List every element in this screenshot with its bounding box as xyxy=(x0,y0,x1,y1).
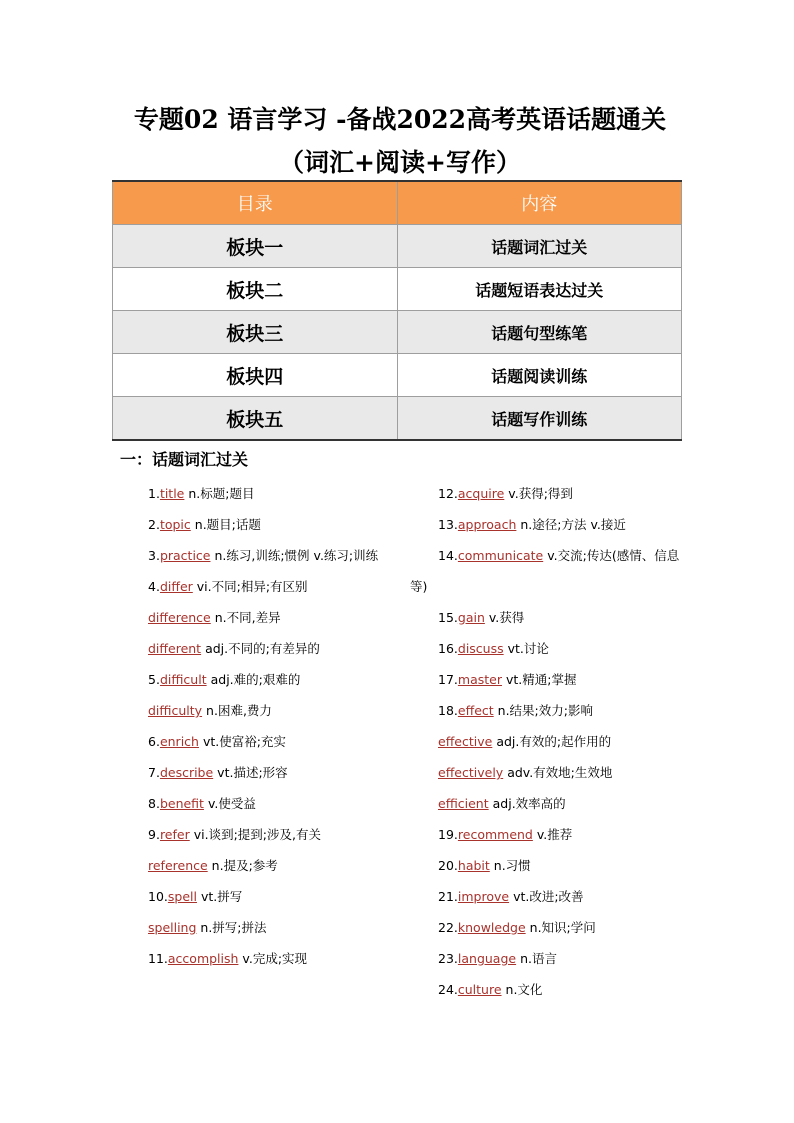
vocab-entry xyxy=(410,602,685,633)
vocab-number: 6. xyxy=(148,734,160,749)
vocab-word: benefit xyxy=(159,796,204,811)
vocab-definition: n.不同,差异 xyxy=(214,610,281,625)
vocab-word: knowledge xyxy=(457,920,526,935)
vocab-entry xyxy=(410,850,685,881)
vocab-entry xyxy=(410,881,685,912)
vocab-number: 10. xyxy=(148,889,168,904)
toc-row xyxy=(113,354,682,397)
vocab-entry xyxy=(120,726,400,757)
vocab-word: language xyxy=(457,951,517,966)
vocab-entry xyxy=(120,478,400,509)
vocab-word: difficulty xyxy=(148,703,203,718)
vocab-word: difference xyxy=(148,610,211,625)
vocab-number: 22. xyxy=(438,920,458,935)
vocab-entry xyxy=(410,819,685,850)
vocab-number: 16. xyxy=(438,641,458,656)
vocab-number: 24. xyxy=(438,982,458,997)
vocab-number: 18. xyxy=(438,703,458,718)
vocab-list-right xyxy=(410,478,685,1005)
vocab-number: 13. xyxy=(438,517,458,532)
vocab-word: describe xyxy=(159,765,214,780)
vocab-entry xyxy=(410,912,685,943)
toc-section-name: 板块一 xyxy=(113,225,398,268)
vocab-definition: n.题目;话题 xyxy=(194,517,261,532)
vocab-definition: n.拼写;拼法 xyxy=(200,920,267,935)
vocab-definition: v.使受益 xyxy=(207,796,256,811)
toc-row xyxy=(113,268,682,311)
vocab-definition: v.完成;实现 xyxy=(242,951,308,966)
vocab-word: effectively xyxy=(438,765,504,780)
vocab-entry xyxy=(120,757,400,788)
vocab-word: spell xyxy=(167,889,197,904)
vocab-word: master xyxy=(457,672,502,687)
toc-header-catalog: 目录 xyxy=(113,181,398,225)
vocab-definition: v.交流;传达(感情、信息等) xyxy=(410,548,680,594)
vocab-number: 23. xyxy=(438,951,458,966)
vocab-word: recommend xyxy=(457,827,533,842)
vocab-entry xyxy=(120,602,400,633)
vocab-entry xyxy=(120,850,400,881)
vocab-definition: n.困难,费力 xyxy=(206,703,272,718)
vocab-entry xyxy=(120,571,400,602)
vocab-definition: adj.难的;艰难的 xyxy=(210,672,301,687)
vocab-definition: n.练习,训练;惯例 v.练习;训练 xyxy=(214,548,379,563)
vocab-word: enrich xyxy=(159,734,199,749)
vocab-number: 19. xyxy=(438,827,458,842)
toc-section-name: 板块五 xyxy=(113,397,398,441)
vocab-word: communicate xyxy=(457,548,544,563)
vocab-definition: n.语言 xyxy=(520,951,557,966)
vocab-entry xyxy=(120,881,400,912)
vocab-definition: vt.拼写 xyxy=(200,889,243,904)
vocab-word: refer xyxy=(159,827,190,842)
vocab-word: topic xyxy=(159,517,191,532)
section-heading: 一：话题词汇过关 xyxy=(120,450,249,469)
toc-header-content: 内容 xyxy=(397,181,682,225)
vocab-word: different xyxy=(148,641,202,656)
toc-row xyxy=(113,397,682,441)
toc-header-row xyxy=(113,181,682,225)
vocab-entry xyxy=(410,974,685,1005)
toc-section-content: 话题写作训练 xyxy=(397,397,682,441)
vocab-entry xyxy=(120,788,400,819)
vocab-entry xyxy=(410,664,685,695)
vocab-number: 9. xyxy=(148,827,160,842)
vocab-word: discuss xyxy=(457,641,504,656)
vocab-entry xyxy=(120,695,400,726)
vocab-word: title xyxy=(159,486,185,501)
toc-section-content: 话题阅读训练 xyxy=(397,354,682,397)
vocab-definition: adj.不同的;有差异的 xyxy=(205,641,320,656)
vocab-number: 12. xyxy=(438,486,458,501)
vocab-definition: n.习惯 xyxy=(493,858,531,873)
vocab-definition: vt.讨论 xyxy=(507,641,549,656)
vocab-word: habit xyxy=(457,858,490,873)
vocab-word: acquire xyxy=(457,486,505,501)
vocab-entry xyxy=(120,912,400,943)
vocab-entry xyxy=(120,633,400,664)
vocab-word: effect xyxy=(457,703,494,718)
toc-section-name: 板块四 xyxy=(113,354,398,397)
vocab-number: 17. xyxy=(438,672,458,687)
vocab-list-left xyxy=(120,478,400,974)
page-title: 专题02 语言学习 -备战2022高考英语话题通关（词汇+阅读+写作） xyxy=(133,105,667,177)
vocab-word: culture xyxy=(457,982,502,997)
vocab-definition: vt.改进;改善 xyxy=(513,889,584,904)
vocab-number: 14. xyxy=(438,548,458,563)
vocab-word: reference xyxy=(148,858,208,873)
toc-section-content: 话题短语表达过关 xyxy=(397,268,682,311)
vocab-entry xyxy=(410,509,685,540)
vocab-word: difficult xyxy=(159,672,207,687)
vocab-definition: n.途径;方法 v.接近 xyxy=(520,517,626,532)
vocab-word: practice xyxy=(159,548,211,563)
vocab-word: gain xyxy=(457,610,485,625)
vocab-word: approach xyxy=(457,517,517,532)
vocab-definition: vt.使富裕;充实 xyxy=(202,734,286,749)
vocab-entry xyxy=(410,540,685,602)
vocab-definition: adj.效率高的 xyxy=(492,796,566,811)
vocab-entry xyxy=(120,943,400,974)
vocab-entry xyxy=(410,943,685,974)
vocab-number: 20. xyxy=(438,858,458,873)
vocab-definition: vi.谈到;提到;涉及,有关 xyxy=(193,827,321,842)
vocab-definition: n.标题;题目 xyxy=(188,486,255,501)
vocab-number: 11. xyxy=(148,951,168,966)
vocab-definition: vt.描述;形容 xyxy=(217,765,288,780)
vocab-entry xyxy=(120,819,400,850)
vocab-number: 15. xyxy=(438,610,458,625)
vocab-number: 8. xyxy=(148,796,160,811)
vocab-definition: vt.精通;掌握 xyxy=(505,672,577,687)
vocab-number: 5. xyxy=(148,672,160,687)
vocab-definition: n.文化 xyxy=(505,982,543,997)
vocab-entry xyxy=(410,695,685,726)
table-of-contents xyxy=(112,180,682,441)
toc-section-content: 话题句型练笔 xyxy=(397,311,682,354)
vocab-word: efficient xyxy=(438,796,489,811)
vocab-number: 4. xyxy=(148,579,160,594)
toc-section-content: 话题词汇过关 xyxy=(397,225,682,268)
vocab-definition: v.获得 xyxy=(488,610,525,625)
vocab-number: 3. xyxy=(148,548,160,563)
toc-section-name: 板块三 xyxy=(113,311,398,354)
toc-row xyxy=(113,225,682,268)
vocab-definition: v.推荐 xyxy=(536,827,573,842)
vocab-entry xyxy=(410,788,685,819)
vocab-word: improve xyxy=(457,889,510,904)
vocab-entry xyxy=(120,540,400,571)
vocab-definition: v.获得;得到 xyxy=(508,486,573,501)
toc-section-name: 板块二 xyxy=(113,268,398,311)
vocab-word: effective xyxy=(438,734,493,749)
vocab-number: 2. xyxy=(148,517,160,532)
vocab-definition: n.知识;学问 xyxy=(529,920,596,935)
vocab-definition: n.结果;效力;影响 xyxy=(497,703,593,718)
vocab-number: 1. xyxy=(148,486,160,501)
vocab-word: differ xyxy=(159,579,193,594)
vocab-word: spelling xyxy=(148,920,197,935)
vocab-word: accomplish xyxy=(167,951,239,966)
vocab-number: 7. xyxy=(148,765,160,780)
vocab-entry xyxy=(410,633,685,664)
vocab-entry xyxy=(410,726,685,757)
toc-row xyxy=(113,311,682,354)
vocab-entry xyxy=(120,664,400,695)
vocab-entry xyxy=(410,478,685,509)
vocab-number: 21. xyxy=(438,889,458,904)
vocab-definition: vi.不同;相异;有区别 xyxy=(196,579,308,594)
vocab-definition: adv.有效地;生效地 xyxy=(507,765,613,780)
vocab-entry xyxy=(410,757,685,788)
vocab-definition: n.提及;参考 xyxy=(211,858,278,873)
vocab-entry xyxy=(120,509,400,540)
vocab-definition: adj.有效的;起作用的 xyxy=(496,734,612,749)
